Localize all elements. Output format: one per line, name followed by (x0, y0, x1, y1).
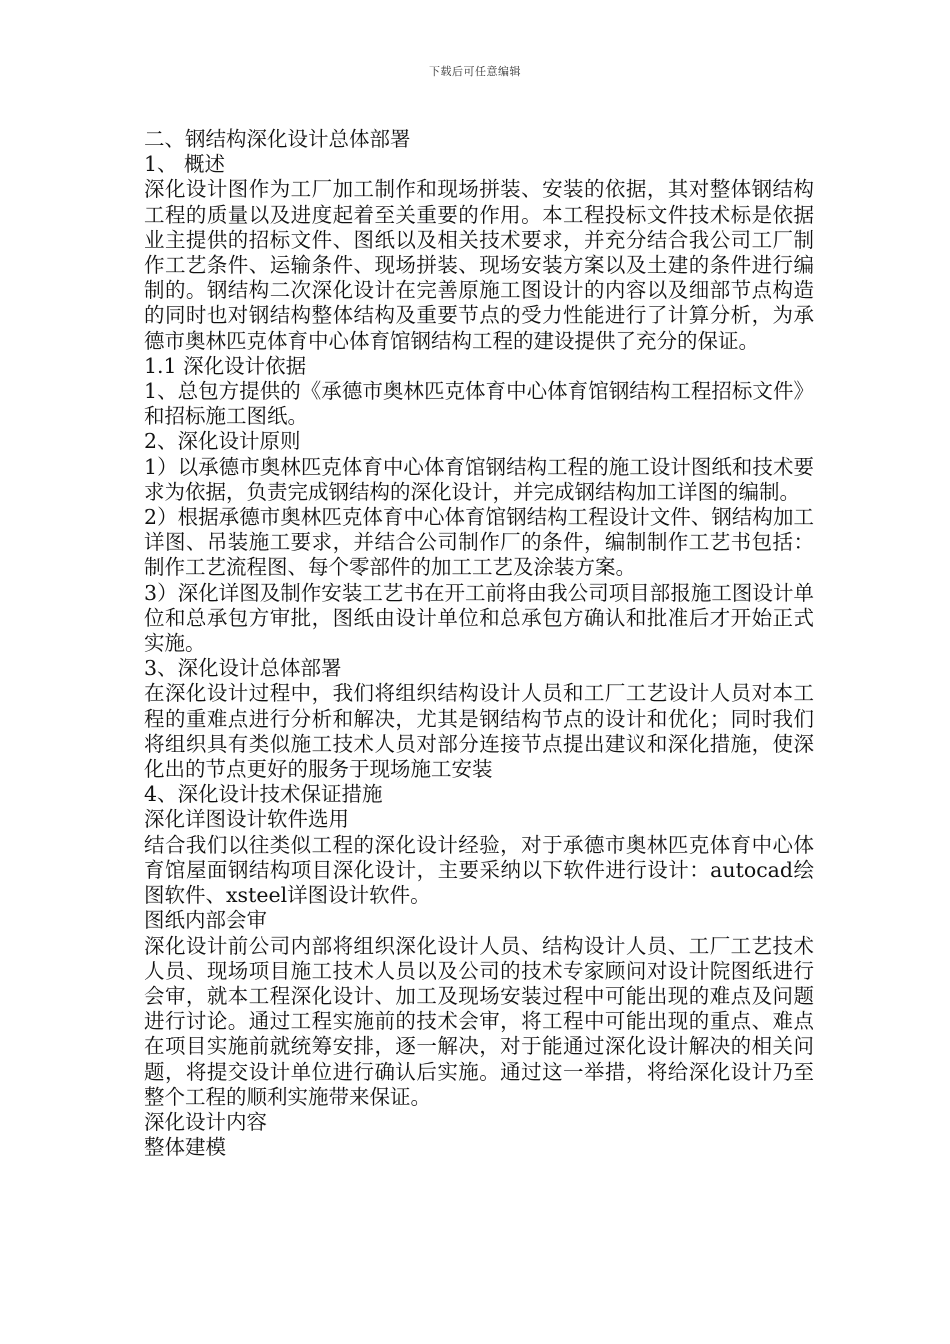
topic-heading: 深化设计内容 (144, 1109, 267, 1134)
body-paragraph: 3）深化详图及制作安装工艺书在开工前将由我公司项目部报施工图设计单位和总承包方审批，图纸由设计单位和总承包方确认和批准后才开始正式实施。 (144, 580, 814, 656)
body-paragraph: 1、总包方提供的《承德市奥林匹克体育中心体育馆钢结构工程招标文件》和招标施工图纸。 (144, 379, 814, 429)
subsection-heading: 1、 概述 (144, 152, 226, 177)
section-heading: 二、钢结构深化设计总体部署 (144, 127, 411, 151)
subsection-heading: 3、深化设计总体部署 (144, 656, 342, 681)
body-paragraph: 结合我们以往类似工程的深化设计经验，对于承德市奥林匹克体育中心体育馆屋面钢结构项目深化设计，主要采纳以下软件进行设计：autocad绘图软件、xsteel详图设计软件。 (144, 832, 814, 908)
body-paragraph: 2）根据承德市奥林匹克体育中心体育馆钢结构工程设计文件、钢结构加工详图、吊装施工要求，并结合公司制作厂的条件，编制制作工艺书包括：制作工艺流程图、每个零部件的加工工艺及涂装方案。 (144, 505, 814, 580)
body-paragraph: 在深化设计过程中，我们将组织结构设计人员和工厂工艺设计人员对本工程的重难点进行分析和解决，尤其是钢结构节点的设计和优化；同时我们将组织具有类似施工技术人员对部分连接节点提出建议和深化措施，使深化出的节点更好的服务于现场施工安装 (144, 681, 814, 782)
header-note: 下载后可任意编辑 (429, 65, 521, 78)
body-paragraph: 深化设计前公司内部将组织深化设计人员、结构设计人员、工厂工艺技术人员、现场项目施工技术人员以及公司的技术专家顾问对设计院图纸进行会审，就本工程深化设计、加工及现场安装过程中可能出现的难点及问题进行讨论。通过工程实施前的技术会审，将工程中可能出现的重点、难点在项目实施前就统筹安排，逐一解决，对于能通过深化设计解决的相关问题，将提交设计单位进行确认后实施。通过这一举措，将给深化设计乃至整个工程的顺利实施带来保证。 (144, 933, 814, 1109)
topic-heading: 深化详图设计软件选用 (144, 807, 349, 832)
subsection-heading: 4、深化设计技术保证措施 (144, 782, 383, 807)
topic-heading: 整体建模 (144, 1135, 226, 1160)
subsection-heading: 2、深化设计原则 (144, 429, 301, 454)
topic-heading: 图纸内部会审 (144, 908, 267, 933)
subsection-heading: 1.1 深化设计依据 (144, 353, 307, 378)
document-body (144, 127, 814, 1160)
body-paragraph: 深化设计图作为工厂加工制作和现场拼装、安装的依据，其对整体钢结构工程的质量以及进度起着至关重要的作用。本工程投标文件技术标是依据业主提供的招标文件、图纸以及相关技术要求，并充分结合我公司工厂制作工艺条件、运输条件、现场拼装、现场安装方案以及土建的条件进行编制的。钢结构二次深化设计在完善原施工图设计的内容以及细部节点构造的同时也对钢结构整体结构及重要节点的受力性能进行了计算分析，为承德市奥林匹克体育中心体育馆钢结构工程的建设提供了充分的保证。 (144, 177, 814, 353)
body-paragraph: 1）以承德市奥林匹克体育中心体育馆钢结构工程的施工设计图纸和技术要求为依据，负责完成钢结构的深化设计，并完成钢结构加工详图的编制。 (144, 454, 814, 504)
